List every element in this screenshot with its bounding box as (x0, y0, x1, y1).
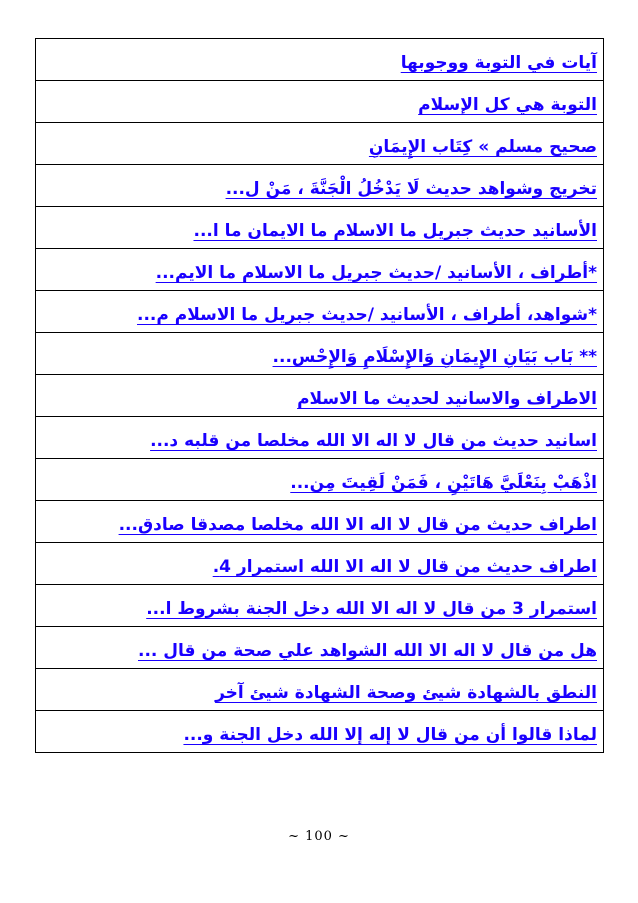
toc-link[interactable]: الاطراف والاسانيد لحديث ما الاسلام (297, 389, 597, 409)
toc-link[interactable]: تخريج وشواهد حديث لَا يَدْخُلُ الْجَنَّةَ ، مَنْ ل... (225, 179, 597, 199)
page-number: ~ 100 ~ (288, 829, 350, 844)
toc-link[interactable]: اذْهَبْ بِنَعْلَيَّ هَاتَيْنِ ، فَمَنْ لَقِيتَ مِن... (290, 473, 597, 493)
toc-link[interactable]: الأسانيد حديث جبريل ما الاسلام ما الايمان ما ا... (193, 221, 597, 241)
toc-row (36, 459, 603, 501)
toc-row (36, 501, 603, 543)
toc-link[interactable]: التوبة هي كل الإسلام (418, 95, 597, 115)
toc-row (36, 543, 603, 585)
toc-link[interactable]: ** بَاب بَيَانِ الإِيمَانِ وَالإِسْلَامِ وَالإِحْس... (272, 347, 597, 367)
toc-link[interactable]: هل من قال لا اله الا الله الشواهد علي صحة من قال ... (138, 641, 597, 661)
toc-row (36, 207, 603, 249)
toc-link[interactable]: استمرار 3 من قال لا اله الا الله دخل الجنة بشروط ا... (146, 599, 597, 619)
toc-link[interactable]: صحيح مسلم » كِتَاب الإِيمَانِ (368, 137, 597, 157)
toc-row (36, 375, 603, 417)
toc-row (36, 585, 603, 627)
toc-link[interactable]: اطراف حديث من قال لا اله الا الله مخلصا مصدقا صادق... (118, 515, 597, 535)
toc-row (36, 417, 603, 459)
toc-link[interactable]: اسانيد حديث من قال لا اله الا الله مخلصا من قلبه د... (150, 431, 597, 451)
toc-row (36, 39, 603, 81)
toc-link[interactable]: آيات في التوبة ووجوبها (400, 53, 597, 73)
toc-link[interactable]: *أطراف ، الأسانيد /حديث جبريل ما الاسلام ما الايم... (155, 263, 597, 283)
toc-row (36, 333, 603, 375)
toc-link[interactable]: النطق بالشهادة شيئ وصحة الشهادة شيئ آخر (215, 683, 597, 703)
toc-link[interactable]: لماذا قالوا أن من قال لا إله إلا الله دخل الجنة و... (183, 725, 597, 745)
toc-row (36, 249, 603, 291)
toc-link[interactable]: *شواهد، أطراف ، الأسانيد /حديث جبريل ما الاسلام م... (137, 305, 597, 325)
toc-row (36, 81, 603, 123)
table-of-contents (35, 38, 604, 753)
toc-row (36, 291, 603, 333)
toc-row (36, 669, 603, 711)
toc-row (36, 123, 603, 165)
toc-row (36, 627, 603, 669)
toc-link[interactable]: اطراف حديث من قال لا اله الا الله استمرار 4. (212, 557, 597, 577)
toc-row (36, 711, 603, 753)
toc-row (36, 165, 603, 207)
